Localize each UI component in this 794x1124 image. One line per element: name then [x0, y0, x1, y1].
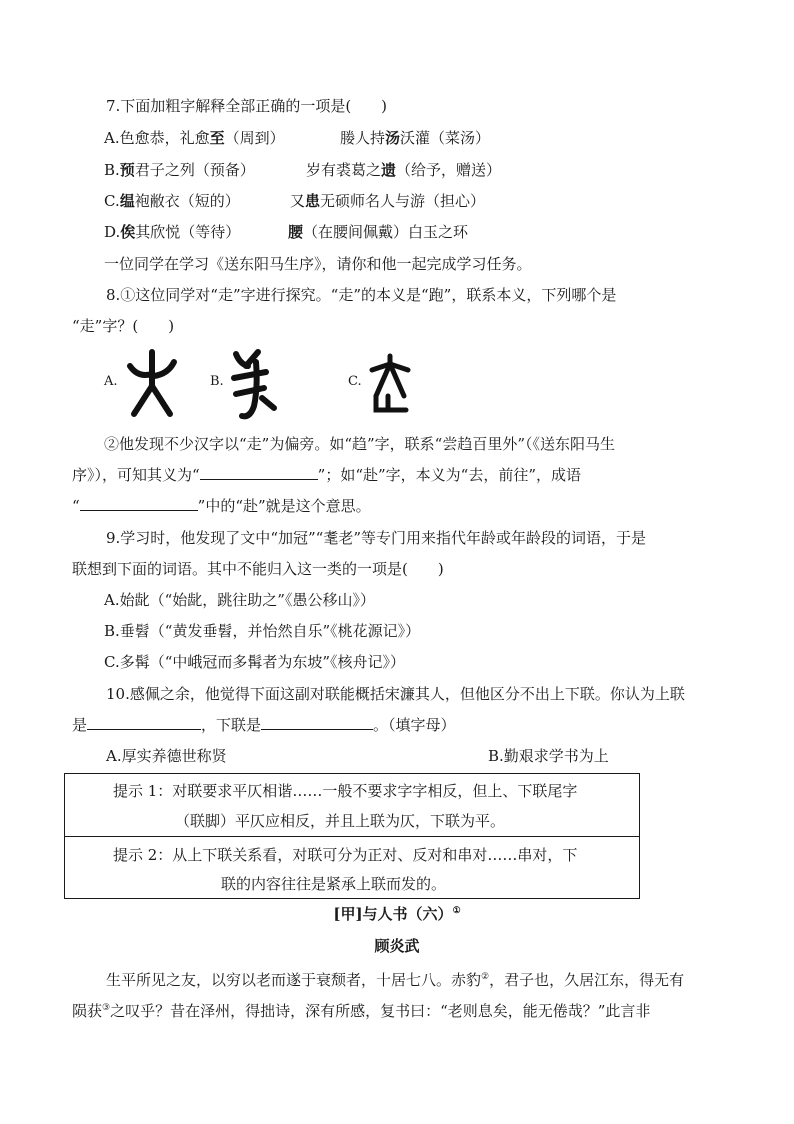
q8-option-b-label: B.: [210, 374, 224, 389]
q8-sub2-line3: “ ”中的“赴”就是这个意思。: [72, 497, 371, 515]
q10-option-b: B.勤艰求学书为上: [488, 747, 609, 765]
hint-2-line1: 提示 2：从上下联关系看，对联可分为正对、反对和串对……串对，下: [113, 846, 578, 864]
hint-box: [64, 773, 640, 899]
passage-line1: 生平所见之友，以穷以老而遂于衰颓者，十居七八。赤豹②，君子也，久居江东，得无有: [106, 971, 685, 989]
task-intro: 一位同学在学习《送东阳马生序》，请你和他一起完成学习任务。: [104, 255, 532, 273]
q8-sub2-line1: ②他发现不少汉字以“走”为偏旁。如“趋”字，联系“尝趋百里外”（《送东阳马生: [104, 435, 616, 453]
passage-author: 顾炎武: [374, 937, 420, 955]
q7-stem: 7.下面加粗字解释全部正确的一项是( ): [106, 97, 388, 115]
q9-option-a: A.始龀（“始龀，跳往助之”《愚公移山》）: [104, 591, 375, 609]
q10-blank-upper[interactable]: [87, 715, 201, 730]
q8-option-a-label: A.: [104, 374, 118, 389]
q7-option-c-right: 又患无硕师名人与游（担心）: [290, 192, 486, 210]
hint-divider: [65, 836, 639, 837]
q7-option-d: D.俟其欣悦（等待）: [104, 223, 241, 241]
q7-option-b: B.预君子之列（预备）: [104, 161, 255, 179]
hint-2-line2: 联的内容往往是紧承上联而发的。: [221, 875, 447, 893]
q8-option-c-label: C.: [348, 374, 362, 389]
q10-line1: 10.感佩之余，他觉得下面这副对联能概括宋濂其人，但他区分不出上下联。你认为上联: [106, 685, 685, 703]
q8-line2: “走”字？( ): [72, 317, 175, 335]
q10-line2: 是 ，下联是 。（填字母）: [72, 716, 456, 734]
ancient-zou-glyph-b: [228, 348, 280, 424]
q7-option-a-right: 媵人持汤沃灌（菜汤）: [340, 129, 491, 147]
q8-blank-2[interactable]: [80, 496, 198, 511]
q10-option-a: A.厚实养德世称贤: [106, 747, 227, 765]
q8-sub2-line2: 序》），可知其义为“ ”；如“赴”字，本义为“去，前往”，成语: [72, 466, 582, 484]
q9-option-c: C.多髯（“中峨冠而多髯者为东坡”《核舟记》）: [104, 653, 406, 671]
q7-option-b-right: 岁有裘葛之遗（给予，赠送）: [306, 161, 502, 179]
ancient-zou-glyph-c: [366, 352, 414, 416]
ancient-zou-glyph-a: [124, 348, 180, 420]
q9-line2: 联想到下面的词语。其中不能归入这一类的一项是( ): [72, 560, 444, 578]
passage-line2: 陨获③之叹乎？昔在泽州，得拙诗，深有所感，复书曰：“老则息矣，能无倦哉？”此言非: [72, 1002, 651, 1020]
q9-line1: 9.学习时，他发现了文中“加冠”“耄老”等专门用来指代年龄或年龄段的词语，于是: [106, 529, 646, 547]
q10-blank-lower[interactable]: [261, 715, 373, 730]
q8-line1: 8.①这位同学对“走”字进行探究。“走”的本义是“跑”，联系本义，下列哪个是: [106, 286, 617, 304]
hint-1-line1: 提示 1：对联要求平仄相谐……一般不要求字字相反，但上、下联尾字: [113, 782, 578, 800]
passage-title: [甲]与人书（六）①: [333, 905, 461, 923]
q7-option-a: A.色愈恭，礼愈至（周到）: [104, 129, 285, 147]
q9-option-b: B.垂髫（“黄发垂髫，并怡然自乐”《桃花源记》）: [104, 622, 421, 640]
q7-option-c: C.缊袍敝衣（短的）: [104, 192, 240, 210]
q7-option-d-right: 腰（在腰间佩戴）白玉之环: [288, 223, 469, 241]
hint-1-line2: （联脚）平仄应相反，并且上联为仄，下联为平。: [175, 812, 506, 830]
q8-blank-1[interactable]: [200, 465, 318, 480]
